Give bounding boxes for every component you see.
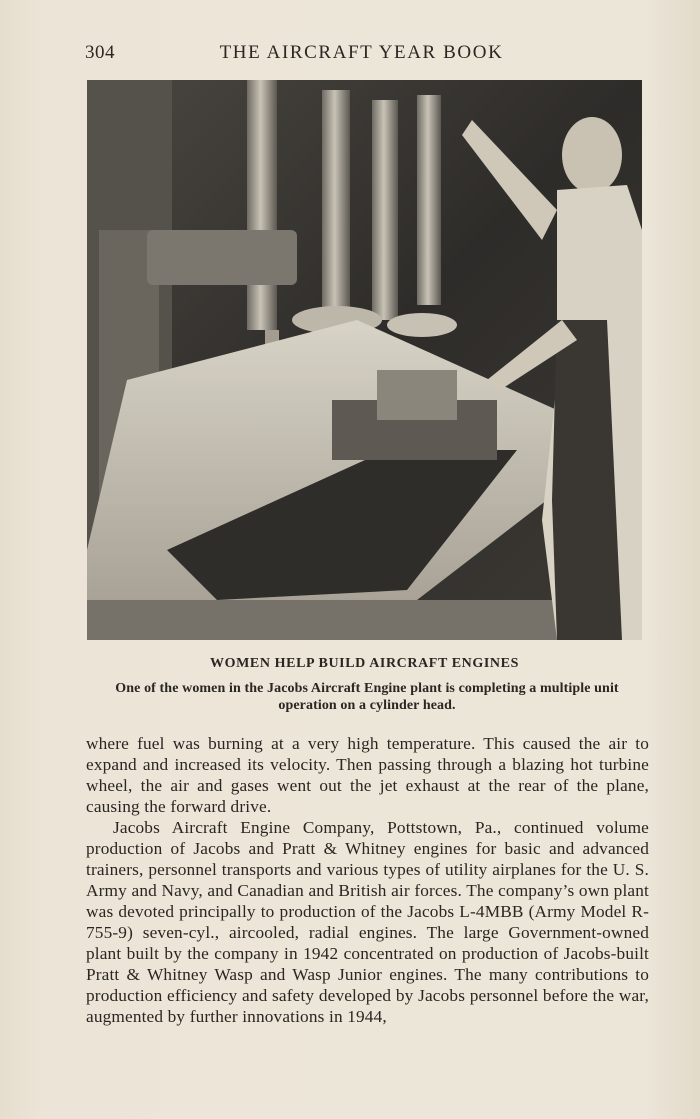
- page-number: 304: [85, 42, 115, 63]
- paragraph: where fuel was burning at a very high temperature. This caused the air to expand and increased its velocity. Then passing through a blazing hot turbine wheel, the air and gases went out the jet exhaust at the rear of the plane, causing the forward drive.: [86, 734, 649, 816]
- body-text: [86, 733, 649, 1027]
- factory-photo: [87, 80, 642, 640]
- running-head: THE AIRCRAFT YEAR BOOK: [219, 42, 504, 63]
- figure-caption-title: WOMEN HELP BUILD AIRCRAFT ENGINES: [210, 656, 519, 671]
- page-header: [85, 40, 638, 68]
- figure-caption-text: One of the women in the Jacobs Aircraft Engine plant is completing a multiple unit operation on a cylinder head.: [115, 681, 619, 713]
- factory-photo-icon: [87, 80, 642, 640]
- paragraph: Jacobs Aircraft Engine Company, Pottstown, Pa., continued volume production of Jacobs and Pratt & Whitney engines for basic and advanced trainers, personnel transports and various types of utility airplanes for the U. S. Army and Navy, and Canadian and British air forces. The company’s own plant was devoted principally to production of the Jacobs L-4MBB (Army Model R-755-9) seven-cyl., aircooled, radial engines. The large Government-owned plant built by the company in 1942 concentrated on production of Jacobs-built Pratt & Whitney Wasp and Wasp Junior engines. The many contributions to production efficiency and safety developed by Jacobs personnel before the war, augmented by further innovations in 1944,: [86, 818, 649, 1026]
